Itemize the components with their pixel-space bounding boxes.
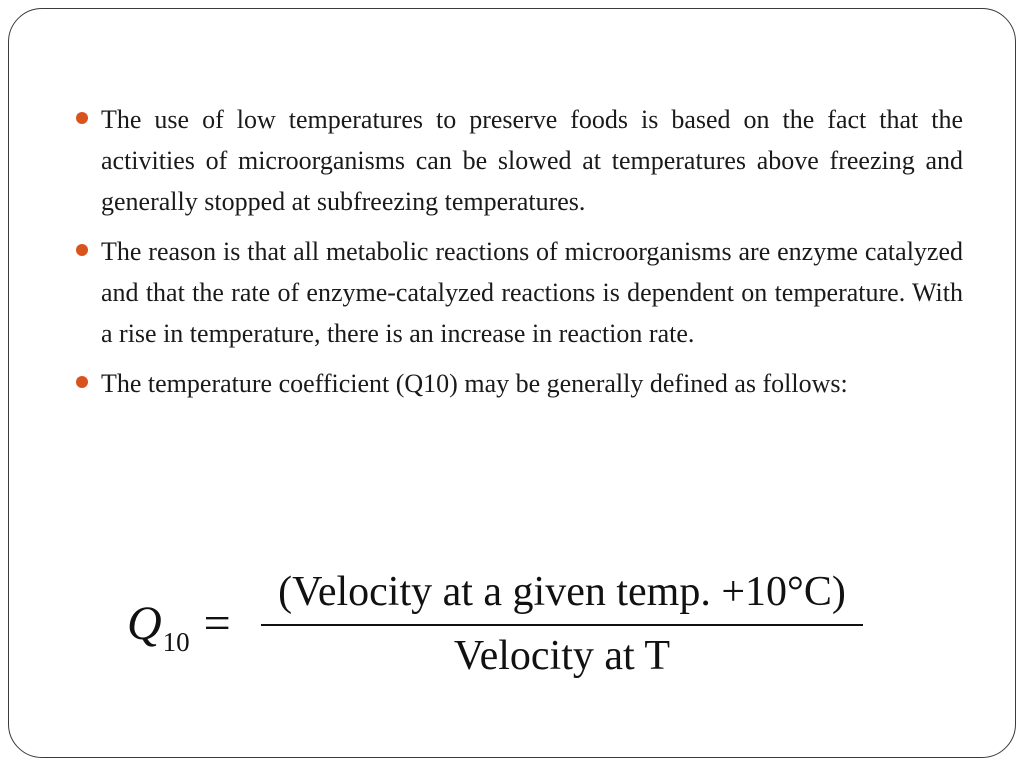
formula-lhs [127,594,231,660]
formula-symbol: Q [127,597,162,650]
bullet-item [101,231,963,354]
bullet-text: The use of low temperatures to preserve foods is based on the fact that the activities of microorganisms can be slowed at temperatures above freezing and generally stopped at subfreezing temperatures. [101,105,963,216]
bullet-text: The reason is that all metabolic reactions of microorganisms are enzyme catalyzed and that the rate of enzyme-catalyzed reactions is dependent on temperature. With a rise in temperature, there is an increase in reaction rate. [101,237,963,348]
formula-numerator: (Velocity at a given temp. +10°C) [278,569,846,615]
fraction-bar [261,624,863,626]
bullet-item [101,99,963,222]
bullet-dot-icon [76,112,88,124]
bullet-dot-icon [76,376,88,388]
slide [8,8,1016,758]
q10-formula [127,564,887,689]
bullet-text: The temperature coefficient (Q10) may be generally defined as follows: [101,369,848,398]
bullet-list [101,99,963,413]
formula-fraction [261,564,863,684]
formula-denominator: Velocity at T [453,633,671,679]
formula-equals: = [203,597,231,650]
bullet-item [101,363,963,404]
formula-subscript: 10 [162,627,190,657]
bullet-dot-icon [76,244,88,256]
